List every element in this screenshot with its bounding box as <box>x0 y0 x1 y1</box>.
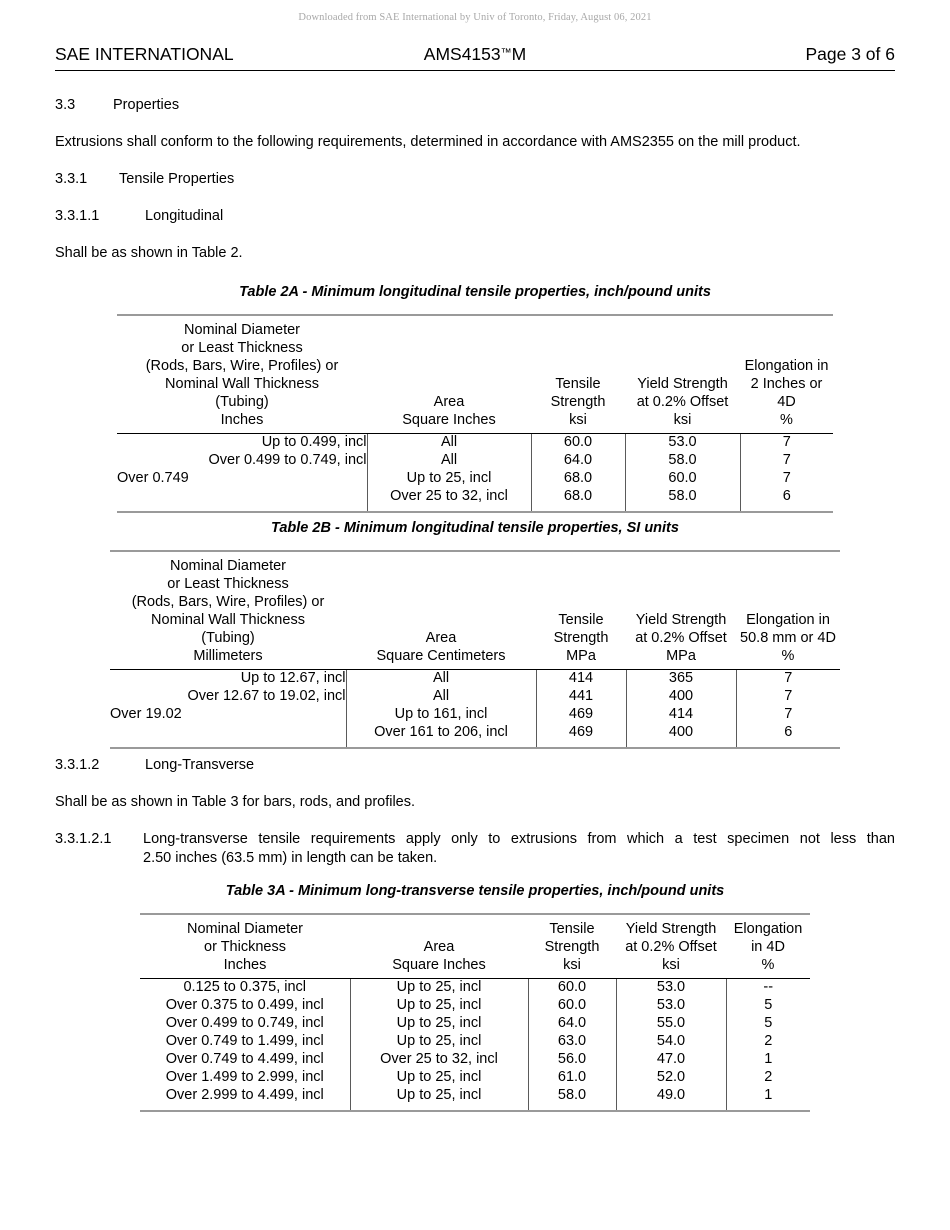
cell-yield: 58.0 <box>625 488 740 506</box>
cell-yield: 414 <box>626 706 736 724</box>
header-line: % <box>780 411 793 428</box>
cell-area: All <box>346 688 536 706</box>
header-line: Tensile <box>549 921 595 937</box>
cell-nominal: Over 12.67 to 19.02, incl <box>187 687 346 704</box>
header-line: Nominal Diameter <box>186 921 304 937</box>
table-2b-block <box>0 520 950 749</box>
document-body <box>55 96 895 281</box>
cell-elongation: -- <box>726 978 810 996</box>
cell-tensile: 414 <box>536 669 626 687</box>
table-2b-header-col1 <box>110 558 346 666</box>
cell-tensile: 60.0 <box>531 433 625 451</box>
cell-area: Up to 25, incl <box>350 1087 528 1105</box>
cell-yield: 52.0 <box>616 1069 726 1087</box>
section-3-3-1-2-body: Shall be as shown in Table 3 for bars, rods, and profiles. <box>55 794 416 811</box>
table-2a-header-row <box>117 322 833 430</box>
cell-yield: 47.0 <box>616 1051 726 1069</box>
header-line: (Rods, Bars, Wire, Profiles) or <box>131 593 325 610</box>
table-2a-block <box>0 284 950 513</box>
header-line: Tensile <box>555 375 601 392</box>
table-2a-header-col1 <box>117 322 367 430</box>
cell-tensile: 469 <box>536 724 626 742</box>
cell-elongation: 7 <box>740 452 833 470</box>
cell-nominal: Over 0.499 to 0.749, incl <box>165 1014 324 1031</box>
table-3a-header-col5 <box>726 921 810 975</box>
header-line: at 0.2% Offset <box>635 629 727 646</box>
table-row <box>140 1033 810 1051</box>
cell-tensile: 68.0 <box>531 470 625 488</box>
section-3-3-1-1-title: Longitudinal <box>145 208 224 225</box>
cell-elongation: 7 <box>740 470 833 488</box>
table-row <box>140 997 810 1015</box>
cell-yield: 58.0 <box>625 452 740 470</box>
header-line: 50.8 mm or 4D <box>740 629 836 646</box>
cell-tensile: 60.0 <box>528 997 616 1015</box>
table-2b-header-col2 <box>346 558 536 666</box>
table-2a-bottom-rule <box>117 506 833 512</box>
header-line: Nominal Wall Thickness <box>165 375 319 392</box>
cell-nominal: Over 19.02 <box>110 705 182 722</box>
header-line: Square Centimeters <box>376 647 506 664</box>
header-line: in 4D <box>751 938 785 955</box>
table-3a <box>140 913 810 1112</box>
header-line: at 0.2% Offset <box>625 938 717 955</box>
header-line: Elongation in <box>744 357 829 374</box>
table-row <box>110 669 840 687</box>
cell-yield: 53.0 <box>616 997 726 1015</box>
table-row <box>117 433 833 451</box>
header-line: % <box>781 647 795 664</box>
cell-yield: 400 <box>626 724 736 742</box>
table-2a-top-rule <box>117 315 833 322</box>
cell-elongation: 5 <box>726 997 810 1015</box>
page-number: Page 3 of 6 <box>805 44 895 64</box>
cell-yield: 53.0 <box>625 433 740 451</box>
cell-elongation: 6 <box>740 488 833 506</box>
table-2b-header-col4 <box>626 558 736 666</box>
cell-area: Up to 25, incl <box>367 470 531 488</box>
cell-nominal: Over 0.499 to 0.749, incl <box>208 451 367 468</box>
table-3a-caption: Table 3A - Minimum long-transverse tensile properties, inch/pound units <box>225 883 725 899</box>
cell-nominal: Up to 12.67, incl <box>240 669 346 686</box>
header-line: Strength <box>550 393 606 410</box>
table-2b-caption: Table 2B - Minimum longitudinal tensile properties, SI units <box>271 520 679 536</box>
cell-yield: 400 <box>626 688 736 706</box>
cell-nominal: Over 1.499 to 2.999, incl <box>165 1068 324 1085</box>
section-3-3-number: 3.3 <box>55 97 76 113</box>
cell-elongation: 5 <box>726 1015 810 1033</box>
header-line: (Rods, Bars, Wire, Profiles) or <box>145 357 339 374</box>
section-3-3-body: Extrusions shall conform to the following requirements, determined in accordance with AMS2355 on the mill product. <box>55 134 801 151</box>
cell-tensile: 56.0 <box>528 1051 616 1069</box>
header-line: Millimeters <box>193 647 263 664</box>
header-line: Area <box>423 938 455 955</box>
header-line: Elongation in <box>746 611 830 628</box>
header-line: Nominal Diameter <box>169 558 287 574</box>
cell-nominal: Over 0.749 to 1.499, incl <box>165 1032 324 1049</box>
table-row <box>110 724 840 742</box>
cell-nominal <box>110 724 346 742</box>
table-2a-header-col4 <box>625 322 740 430</box>
table-row <box>140 1051 810 1069</box>
header-line: Yield Strength <box>625 921 717 937</box>
table-2b-header-row <box>110 558 840 666</box>
cell-area: Over 25 to 32, incl <box>350 1051 528 1069</box>
cell-tensile: 63.0 <box>528 1033 616 1051</box>
cell-tensile: 441 <box>536 688 626 706</box>
header-line: 2 Inches or 4D <box>750 375 823 410</box>
cell-elongation: 6 <box>736 724 840 742</box>
cell-tensile: 469 <box>536 706 626 724</box>
header-line: Yield Strength <box>637 375 728 392</box>
cell-tensile: 60.0 <box>528 978 616 996</box>
header-line: Area <box>425 629 457 646</box>
header-line: % <box>761 956 775 973</box>
section-3-3-1-2-1 <box>55 830 895 868</box>
document-body-continued <box>55 756 895 886</box>
table-3a-top-rule <box>140 914 810 921</box>
header-line: Elongation <box>733 921 803 937</box>
header-line: or Least Thickness <box>167 575 289 592</box>
section-3-3-1-2-number: 3.3.1.2 <box>55 757 100 773</box>
cell-area: Up to 161, incl <box>346 706 536 724</box>
header-line: ksi <box>662 956 680 973</box>
section-3-3-1-heading <box>55 170 895 189</box>
cell-yield: 365 <box>626 669 736 687</box>
header-line: ksi <box>563 956 581 973</box>
cell-elongation: 7 <box>736 706 840 724</box>
section-3-3-1-2-1-text <box>143 830 895 868</box>
cell-area: Up to 25, incl <box>350 978 528 996</box>
cell-yield: 53.0 <box>616 978 726 996</box>
table-row <box>117 452 833 470</box>
cell-elongation: 7 <box>740 433 833 451</box>
table-2a <box>117 314 833 513</box>
table-3a-header-col2 <box>350 921 528 975</box>
cell-tensile: 58.0 <box>528 1087 616 1105</box>
cell-nominal: 0.125 to 0.375, incl <box>183 978 307 995</box>
section-3-3-title: Properties <box>113 97 180 113</box>
header-line: or Thickness <box>204 938 286 955</box>
section-3-3-1-number: 3.3.1 <box>55 171 88 188</box>
table-2a-header-col5 <box>740 322 833 430</box>
section-3-3-1-2-title: Long-Transverse <box>145 757 255 773</box>
header-line: Square Inches <box>392 956 486 973</box>
table-2b-top-rule <box>110 551 840 558</box>
cell-nominal: Over 2.999 to 4.499, incl <box>165 1086 324 1103</box>
table-2b-header-col3 <box>536 558 626 666</box>
header-line: Inches <box>220 411 264 428</box>
section-3-3-1-title: Tensile Properties <box>119 171 235 188</box>
header-line: or Least Thickness <box>181 339 303 356</box>
cell-area: Up to 25, incl <box>350 997 528 1015</box>
section-3-3-1-2-1-line2: 2.50 inches (63.5 mm) in length can be taken. <box>143 849 438 866</box>
table-3a-block <box>0 883 950 1112</box>
cell-area: Up to 25, incl <box>350 1033 528 1051</box>
cell-nominal: Over 0.749 to 4.499, incl <box>165 1050 324 1067</box>
header-line: Tensile <box>558 611 604 628</box>
cell-area: All <box>367 452 531 470</box>
header-line: Inches <box>223 956 267 973</box>
table-row <box>140 1087 810 1105</box>
cell-nominal: Up to 0.499, incl <box>261 433 367 450</box>
running-head <box>55 44 895 71</box>
document-number <box>55 44 895 65</box>
section-3-3-1-1-heading <box>55 207 895 226</box>
header-line: (Tubing) <box>215 393 269 410</box>
table-2b <box>110 550 840 749</box>
header-line: MPa <box>666 647 696 664</box>
header-line: Strength <box>553 629 609 646</box>
trademark-icon: ™ <box>500 47 512 59</box>
table-2a-caption: Table 2A - Minimum longitudinal tensile properties, inch/pound units <box>239 284 711 300</box>
section-3-3-1-2-heading <box>55 756 895 775</box>
cell-tensile: 64.0 <box>528 1015 616 1033</box>
header-line: Yield Strength <box>635 611 727 628</box>
table-row <box>140 978 810 996</box>
cell-yield: 55.0 <box>616 1015 726 1033</box>
table-2a-header-col3 <box>531 322 625 430</box>
cell-yield: 49.0 <box>616 1087 726 1105</box>
document-number-base: AMS4153 <box>423 44 501 64</box>
cell-tensile: 68.0 <box>531 488 625 506</box>
table-3a-header-col1 <box>140 921 350 975</box>
header-line: Area <box>433 393 465 410</box>
table-row <box>117 470 833 488</box>
cell-elongation: 7 <box>736 669 840 687</box>
cell-elongation: 1 <box>726 1087 810 1105</box>
header-line: Square Inches <box>402 411 496 428</box>
header-line: MPa <box>566 647 596 664</box>
table-3a-header-col3 <box>528 921 616 975</box>
cell-elongation: 1 <box>726 1051 810 1069</box>
table-row <box>110 706 840 724</box>
organization-name: SAE INTERNATIONAL <box>55 44 234 64</box>
cell-elongation: 2 <box>726 1033 810 1051</box>
header-line: ksi <box>569 411 587 428</box>
cell-yield: 54.0 <box>616 1033 726 1051</box>
header-line: Nominal Wall Thickness <box>151 611 305 628</box>
table-row <box>140 1069 810 1087</box>
table-row <box>140 1015 810 1033</box>
header-line: (Tubing) <box>201 629 255 646</box>
cell-area: Over 25 to 32, incl <box>367 488 531 506</box>
cell-area: Up to 25, incl <box>350 1015 528 1033</box>
download-watermark: Downloaded from SAE International by Univ of Toronto, Friday, August 06, 2021 <box>298 12 652 23</box>
table-2a-header-col2 <box>367 322 531 430</box>
cell-area: All <box>346 669 536 687</box>
cell-area: All <box>367 433 531 451</box>
cell-area: Up to 25, incl <box>350 1069 528 1087</box>
header-line: Nominal Diameter <box>183 322 301 338</box>
table-2b-header-col5 <box>736 558 840 666</box>
cell-nominal: Over 0.375 to 0.499, incl <box>165 996 324 1013</box>
cell-nominal <box>117 488 367 506</box>
cell-yield: 60.0 <box>625 470 740 488</box>
section-3-3-1-1-number: 3.3.1.1 <box>55 208 100 225</box>
header-line: Strength <box>544 938 600 955</box>
section-3-3-1-2-1-number: 3.3.1.2.1 <box>55 831 112 848</box>
table-3a-bottom-rule <box>140 1105 810 1111</box>
header-line: ksi <box>673 411 692 428</box>
section-3-3-1-2-1-line1: Long-transverse tensile requirements apply only to extrusions from which a test specimen not less than <box>143 831 895 848</box>
document-revision: M <box>511 44 527 64</box>
cell-elongation: 7 <box>736 688 840 706</box>
section-3-3-1-1-body: Shall be as shown in Table 2. <box>55 245 243 262</box>
cell-elongation: 2 <box>726 1069 810 1087</box>
table-row <box>110 688 840 706</box>
section-3-3-heading <box>55 96 895 115</box>
header-line: at 0.2% Offset <box>636 393 729 410</box>
cell-tensile: 61.0 <box>528 1069 616 1087</box>
table-3a-header-col4 <box>616 921 726 975</box>
cell-nominal: Over 0.749 <box>117 469 189 486</box>
table-row <box>117 488 833 506</box>
cell-tensile: 64.0 <box>531 452 625 470</box>
table-3a-header-row <box>140 921 810 975</box>
table-2b-bottom-rule <box>110 742 840 748</box>
cell-area: Over 161 to 206, incl <box>346 724 536 742</box>
